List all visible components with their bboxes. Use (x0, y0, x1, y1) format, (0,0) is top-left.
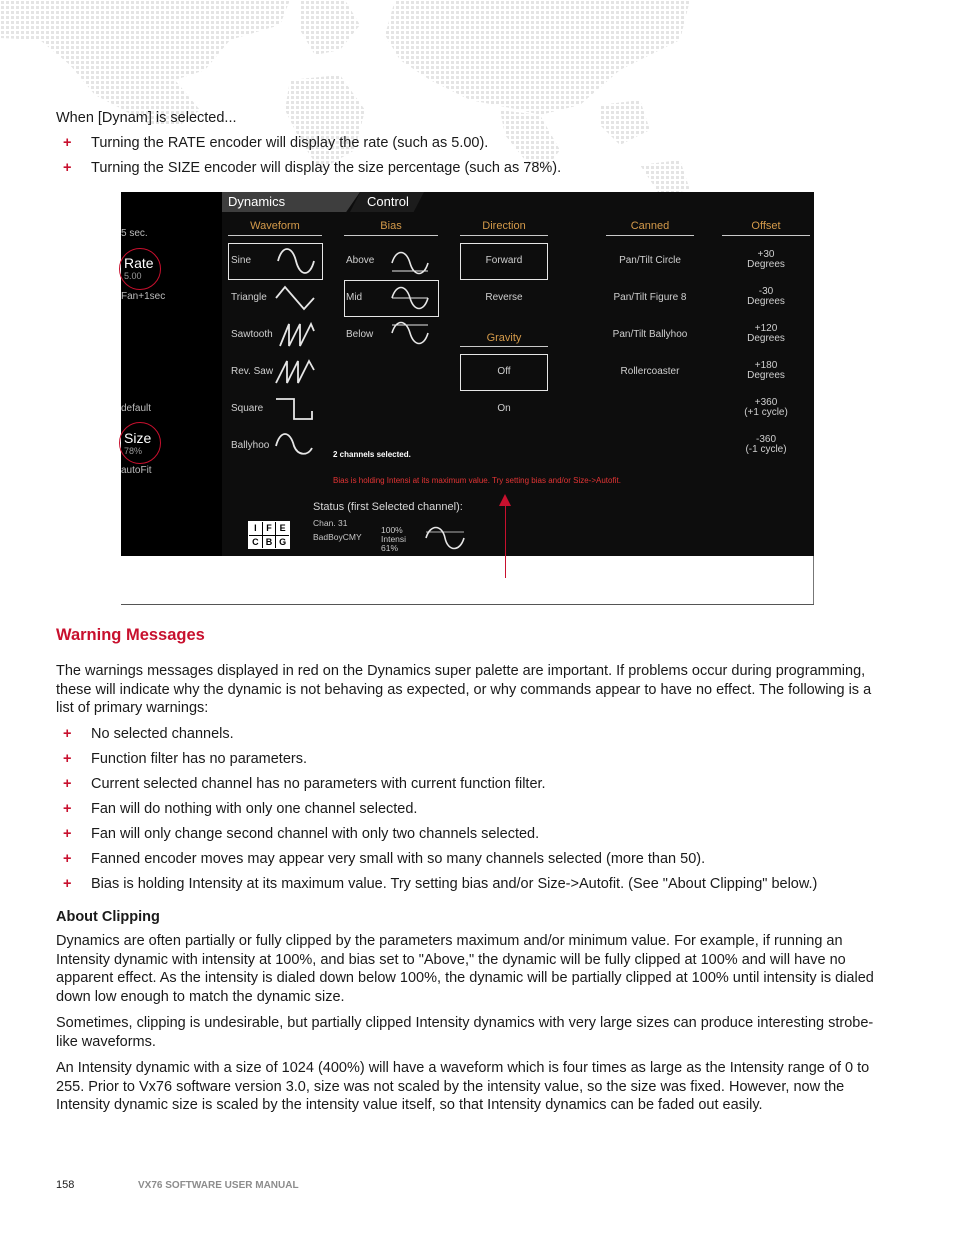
page-number: 158 (56, 1179, 75, 1191)
offset-header-rule (722, 235, 810, 236)
bullet-plus-icon: + (63, 851, 72, 867)
screenshot-frame-bottom (121, 604, 814, 605)
canned-pan-tilt-figure-8[interactable]: Pan/Tilt Figure 8 (613, 292, 687, 303)
tab-dynamics-label: Dynamics (228, 194, 286, 209)
rate-bottom-label: Fan+1sec (121, 291, 166, 302)
triangle-wave-icon (274, 284, 316, 312)
canned-header-rule (606, 235, 694, 236)
bullet-plus-icon: + (63, 726, 72, 742)
bias-below-wave-icon (390, 321, 430, 349)
offset-minus-30[interactable] (722, 287, 810, 307)
waveform-header: Waveform (250, 220, 300, 232)
offset-value: +30 (757, 249, 775, 260)
offset-unit: Degrees (747, 370, 785, 381)
dynamics-palette (222, 192, 814, 556)
gravity-header: Gravity (486, 332, 522, 344)
offset-plus-180[interactable] (722, 361, 810, 381)
canned-rollercoaster[interactable]: Rollercoaster (620, 366, 680, 377)
bullet-plus-icon: + (63, 776, 72, 792)
bias-header-rule (344, 235, 438, 236)
gravity-off[interactable]: Off (497, 366, 511, 377)
bias-mid[interactable]: Mid (346, 292, 363, 303)
bias-above-wave-icon (390, 247, 430, 275)
offset-value: -30 (758, 286, 774, 297)
screenshot-frame-right (813, 556, 814, 604)
bullet-plus-icon: + (63, 801, 72, 817)
status-title: Status (first Selected channel): (313, 501, 463, 513)
bullet-plus-icon: + (63, 160, 72, 176)
clipping-paragraph-3: An Intensity dynamic with a size of 1024 (400%) will have a waveform which is four times as large as the Intensity range of 0 to 255. Prior to Vx76 software version 3.0, size was not scaled by the intensity value, so the size was fixed. However, now the Intensity dynamic size is scaled by the intensity value itself, so that Intensity dynamics can be faded out easily. (56, 1060, 870, 1114)
size-top-label: default (121, 403, 152, 414)
waveform-triangle[interactable]: Triangle (231, 292, 267, 303)
clipping-paragraph-2: Sometimes, clipping is undesirable, but partially clipped Intensity dynamics with very large sizes can produce interesting strobe-like waveforms. (56, 1015, 874, 1050)
status-fixture: BadBoyCMY (313, 532, 362, 542)
offset-unit: Degrees (747, 296, 785, 307)
rate-encoder-label: Rate (124, 255, 154, 271)
reverse-sawtooth-wave-icon (274, 358, 316, 386)
size-encoder-value: 78% (124, 446, 143, 456)
bullet-text: No selected channels. (91, 726, 234, 742)
direction-reverse[interactable]: Reverse (485, 292, 523, 303)
grid-cell: F (263, 522, 276, 535)
offset-unit: Degrees (747, 333, 785, 344)
offset-value: +360 (754, 397, 778, 408)
bullet-text: Function filter has no parameters. (91, 751, 307, 767)
bullet-text: Fan will only change second channel with only two channels selected. (91, 826, 540, 842)
gravity-on[interactable]: On (497, 403, 511, 414)
waveform-sawtooth[interactable]: Sawtooth (231, 329, 273, 340)
canned-pan-tilt-ballyhoo[interactable]: Pan/Tilt Ballyhoo (612, 329, 688, 340)
rate-top-label: 5 sec. (121, 228, 148, 239)
bullet-plus-icon: + (63, 751, 72, 767)
offset-plus-30[interactable] (722, 250, 810, 270)
square-wave-icon (274, 395, 316, 423)
offset-unit: (-1 cycle) (745, 444, 787, 455)
bullet-text: Turning the RATE encoder will display the rate (such as 5.00). (91, 135, 489, 151)
tab-control-label: Control (367, 194, 409, 209)
encoder-panel (121, 192, 222, 556)
sine-wave-icon (276, 247, 316, 275)
direction-header-rule (460, 235, 548, 236)
waveform-square[interactable]: Square (231, 403, 264, 414)
bias-below[interactable]: Below (346, 329, 374, 340)
bias-mid-wave-icon (390, 284, 430, 312)
bullet-text: Turning the SIZE encoder will display the size percentage (such as 78%). (91, 160, 562, 176)
size-encoder-label: Size (124, 430, 152, 446)
bullet-text: Bias is holding Intensity at its maximum value. Try setting bias and/or Size->Autofit. (See "About Clipping" below.) (91, 876, 818, 892)
canned-header: Canned (630, 220, 670, 232)
bullet-plus-icon: + (63, 876, 72, 892)
bullet-plus-icon: + (63, 135, 72, 151)
offset-value: +120 (754, 323, 778, 334)
callout-arrow (505, 500, 506, 578)
size-bottom-label: autoFit (121, 465, 152, 476)
grid-cell: C (249, 536, 262, 549)
ballyhoo-wave-icon (274, 432, 316, 460)
waveform-header-rule (228, 235, 322, 236)
offset-plus-360[interactable] (722, 398, 810, 418)
offset-unit: (+1 cycle) (744, 407, 788, 418)
bullet-text: Current selected channel has no parameters with current function filter. (91, 776, 546, 792)
offset-value: +180 (754, 360, 778, 371)
grid-cell: I (249, 522, 262, 535)
about-clipping-heading: About Clipping (56, 909, 160, 925)
bullet-plus-icon: + (63, 826, 72, 842)
waveform-rev-saw[interactable]: Rev. Saw (231, 366, 274, 377)
channels-selected-message: 2 channels selected. (333, 450, 411, 459)
grid-cell: E (276, 522, 289, 535)
bullet-text: Fan will do nothing with only one channel selected. (91, 801, 418, 817)
waveform-sine[interactable]: Sine (231, 255, 252, 266)
status-level: 100% (381, 525, 403, 535)
status-channel: Chan. 31 (313, 518, 348, 528)
canned-pan-tilt-circle[interactable]: Pan/Tilt Circle (619, 255, 681, 266)
grid-cell: B (263, 536, 276, 549)
warning-messages-heading: Warning Messages (56, 626, 205, 644)
status-wave-icon (424, 526, 466, 550)
offset-plus-120[interactable] (722, 324, 810, 344)
warnings-intro: The warnings messages displayed in red on the Dynamics super palette are important. If problems occur during programming, these will indicate why the dynamic is not behaving as expected, or why commands appear to have no effect. The following is a list of primary warnings: (56, 663, 872, 717)
gravity-header-rule (460, 346, 548, 347)
clipping-paragraph-1: Dynamics are often partially or fully clipped by the parameters maximum and/or minimum value. For example, if running an Intensity dynamic with intensity at 100%, and bias set to "Above," the dynamic will be fully clipped at 100% and will have no apparent effect. As the intensity is dialed down below 100%, the dynamic will be partially clipped at 100% until intensity is dialed down low enough to match the dynamic size. (56, 933, 874, 1006)
direction-header: Direction (482, 220, 526, 232)
bias-above[interactable]: Above (346, 255, 375, 266)
offset-minus-360[interactable] (722, 435, 810, 455)
offset-value: -360 (755, 434, 776, 445)
offset-unit: Degrees (747, 259, 785, 270)
status-parameter-grid (248, 521, 290, 549)
manual-title: VX76 SOFTWARE USER MANUAL (138, 1180, 299, 1191)
bias-header: Bias (380, 220, 402, 232)
waveform-ballyhoo[interactable]: Ballyhoo (231, 440, 270, 451)
direction-forward[interactable]: Forward (485, 255, 523, 266)
sawtooth-wave-icon (278, 321, 316, 349)
status-param: Intensi (381, 534, 407, 544)
warning-message: Bias is holding Intensi at its maximum value. Try setting bias and/or Size->Autofit. (333, 476, 621, 485)
status-size: 61% (381, 543, 399, 553)
grid-cell: G (276, 536, 289, 549)
intro-lead: When [Dynam] is selected... (56, 110, 237, 126)
offset-header: Offset (751, 220, 781, 232)
rate-encoder-value: 5.00 (124, 271, 142, 281)
bullet-text: Fanned encoder moves may appear very small with so many channels selected (more than 50). (91, 851, 706, 867)
